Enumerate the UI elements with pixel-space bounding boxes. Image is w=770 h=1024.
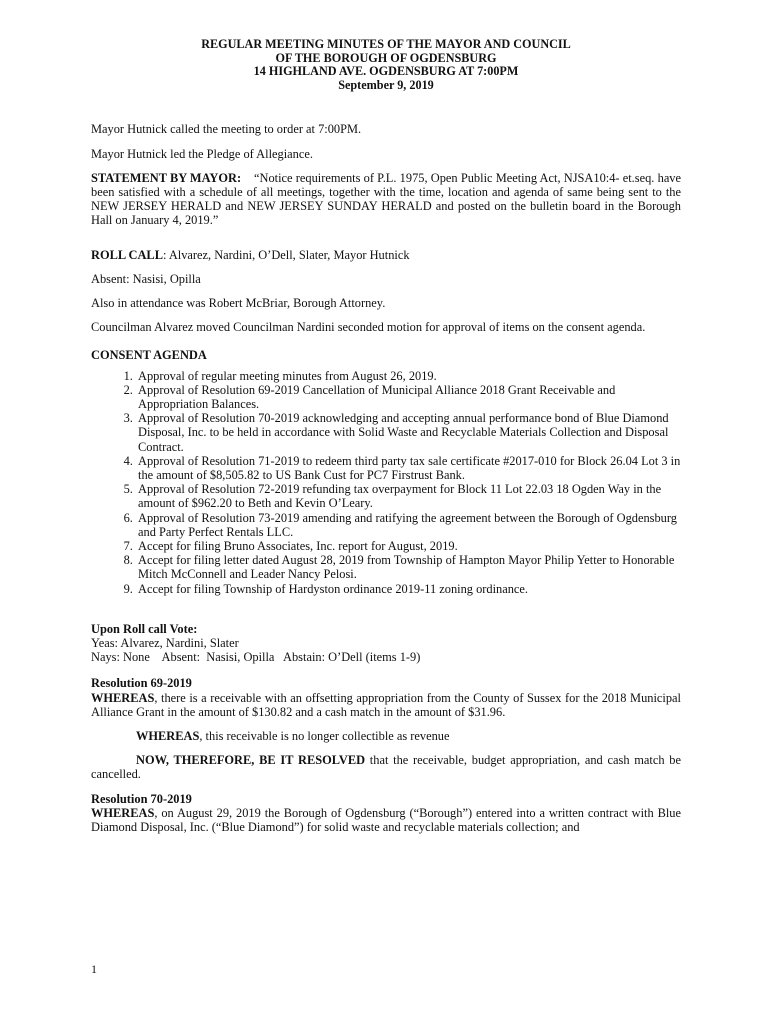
header-date: September 9, 2019 (338, 77, 434, 92)
whereas-text: , there is a receivable with an offsetting appropriation from the County of Sussex for the 2018 Municipal Alliance Grant in the amount of $130.82 and a cash match in the amount of $31.96. (91, 690, 681, 719)
agenda-item: 5. Approval of Resolution 72-2019 refunding tax overpayment for Block 11 Lot 22.03 18 Ogden Way in the amount of $962.20 to Beth and Kevin O’Leary. (136, 482, 681, 510)
resolved-label: NOW, THEREFORE, BE IT RESOLVED (136, 753, 366, 768)
document-header (91, 38, 681, 92)
minutes-page (91, 38, 681, 834)
whereas-label: WHEREAS (136, 729, 200, 744)
agenda-item: 7. Accept for filing Bruno Associates, Inc. report for August, 2019. (136, 539, 681, 553)
attendance: Also in attendance was Robert McBriar, Borough Attorney. (91, 296, 386, 310)
resolution-69-title: Resolution 69-2019 (91, 676, 192, 691)
whereas-text: , this receivable is no longer collectible as revenue (199, 729, 450, 744)
agenda-item: 8. Accept for filing letter dated August 28, 2019 from Township of Hampton Mayor Philip Yetter to Honorable Mitch McConnell and Leader Nancy Pelosi. (136, 553, 681, 581)
resolution-70-title: Resolution 70-2019 (91, 791, 192, 806)
roll-call-label: ROLL CALL (91, 247, 163, 262)
roll-call-text: : Alvarez, Nardini, O’Dell, Slater, Mayor Hutnick (162, 247, 410, 262)
pledge: Mayor Hutnick led the Pledge of Allegiance. (91, 146, 313, 161)
agenda-item: 3. Approval of Resolution 70-2019 acknowledging and accepting annual performance bond of Blue Diamond Disposal, Inc. to be held in accordance with Solid Waste and Recyclable Materials Collection and Disposal Contract. (136, 411, 681, 454)
header-line-3: 14 HIGHLAND AVE. OGDENSBURG AT 7:00PM (253, 64, 519, 79)
vote-yeas: Yeas: Alvarez, Nardini, Slater (91, 636, 239, 651)
agenda-item: 1. Approval of regular meeting minutes from August 26, 2019. (136, 369, 681, 383)
vote-title: Upon Roll call Vote: (91, 621, 198, 636)
consent-agenda-title: CONSENT AGENDA (91, 348, 207, 363)
page-number: 1 (91, 962, 97, 976)
header-line-1: REGULAR MEETING MINUTES OF THE MAYOR AND COUNCIL (201, 37, 571, 51)
agenda-item: 2. Approval of Resolution 69-2019 Cancellation of Municipal Alliance 2018 Grant Receivable and Appropriation Balances. (136, 383, 681, 411)
resolution-69-whereas-2 (91, 729, 681, 743)
consent-motion: Councilman Alvarez moved Councilman Nardini seconded motion for approval of items on the consent agenda. (91, 320, 646, 335)
statement-text: “Notice requirements of P.L. 1975, Open Public Meeting Act, NJSA10:4- et.seq. have been satisfied with a schedule of all meetings, together with the time, location and agenda of same being sent to the NEW JERSEY HERALD and NEW JERSEY SUNDAY HERALD and posted on the bulletin board in the Borough Hall on January 4, 2019.” (91, 170, 682, 228)
agenda-item: 4. Approval of Resolution 71-2019 to redeem third party tax sale certificate #2017-010 for Block 26.04 Lot 3 in the amount of $8,505.82 to US Bank Cust for PC7 Firstrust Bank. (136, 454, 681, 482)
call-to-order: Mayor Hutnick called the meeting to order at 7:00PM. (91, 122, 362, 137)
whereas-label: WHEREAS (91, 690, 155, 705)
statement-label: STATEMENT BY MAYOR: (91, 170, 242, 185)
resolution-69-resolved (91, 753, 681, 781)
resolved-text: that the receivable, budget appropriation, and cash match be cancelled. (91, 753, 681, 782)
header-line-2: OF THE BOROUGH OF OGDENSBURG (275, 50, 497, 65)
mayor-statement (91, 171, 681, 228)
absent-members: Absent: Nasisi, Opilla (91, 271, 201, 286)
vote-nays: Nays: None Absent: Nasisi, Opilla Abstain: O’Dell (items 1-9) (91, 650, 421, 665)
roll-call (91, 248, 681, 262)
agenda-item: 6. Approval of Resolution 73-2019 amending and ratifying the agreement between the Borough of Ogdensburg and Party Perfect Rentals LLC. (136, 511, 681, 539)
resolution-70-whereas (91, 806, 681, 834)
resolution-69-whereas-1 (91, 691, 681, 719)
consent-agenda-list (91, 369, 681, 596)
whereas-text: , on August 29, 2019 the Borough of Ogdensburg (“Borough”) entered into a written contract with Blue Diamond Disposal, Inc. (“Blue Diamond”) for solid waste and recyclable materials collection; and (91, 805, 681, 835)
agenda-item: 9. Accept for filing Township of Hardyston ordinance 2019-11 zoning ordinance. (136, 582, 681, 596)
whereas-label: WHEREAS (91, 805, 155, 820)
